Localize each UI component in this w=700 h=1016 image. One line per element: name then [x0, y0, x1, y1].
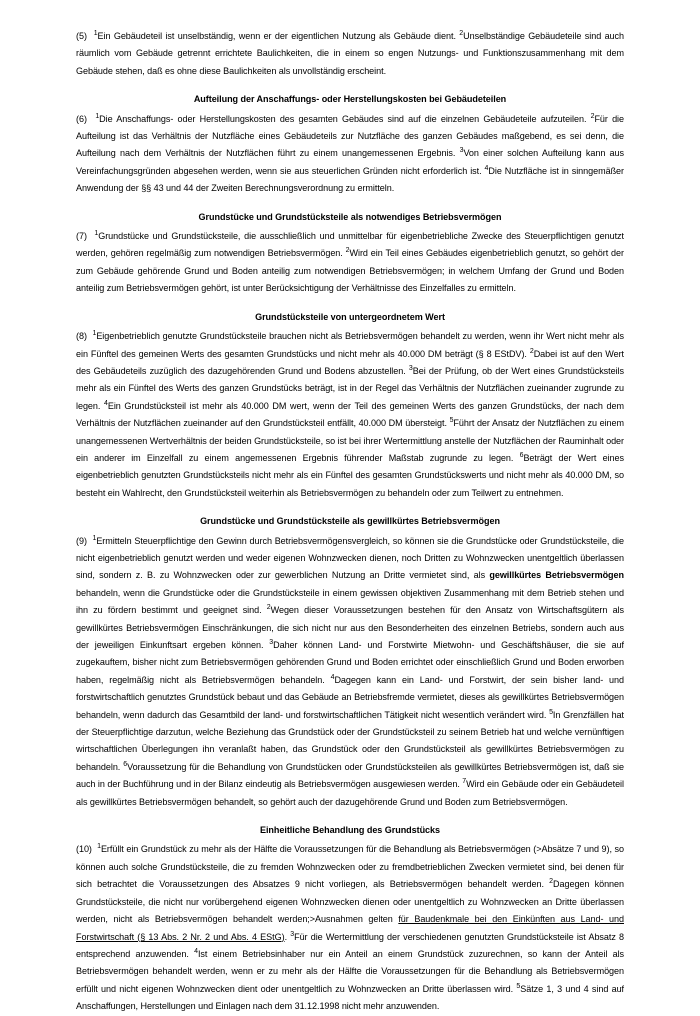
text-run: In Grenzfällen hat der Steuerpflichtige darzutun, welche Beziehung das Grundstück oder der Grundstücksteil zu seinem Betrieb hat und welche vernünftigen wirtschaftlichen Überlegungen ihn veranlaßt haben, das Grundstück oder den Grundstücksteil als gewillkürtes Betriebsvermögen zu behandeln. — [76, 709, 624, 772]
text-run: Führt der Ansatz der Nutzflächen zu einem unangemessenen Wertverhältnis der beiden Grundstücksteile, so ist bei ihrer Wertermittlung anstelle der Nutzflächen der Rauminhalt oder ein anderer im Einzelfall zu einem angemessenen Ergebnis führender Maßstab zugrunde zu legen. — [76, 418, 624, 463]
paragraph-number: (8) — [76, 331, 87, 342]
sentence-number: 4 — [484, 165, 489, 172]
text-run: Für die Aufteilung ist das Verhältnis der Nutzfläche eines Gebäudeteils zur Nutzfläche des ganzen Gebäudes maßgebend, es sei denn, die Aufteilung nach dem Verhältnis der Nutzflächen führt zu einem unangemessenen Ergebnis. — [76, 113, 624, 159]
section-heading: Aufteilung der Anschaffungs- oder Herstellungskosten bei Gebäudeteilen — [193, 94, 507, 105]
text-run: Grundstücke und Grundstücksteile, die ausschließlich und unmittelbar für eigenbetriebliche Zwecke des Steuerpflichtigen genutzt werden, gehören regelmäßig zum notwendigen Betriebsvermögen. — [76, 231, 624, 259]
paragraph-number: (9) — [76, 535, 87, 546]
sentence-number: 5 — [449, 417, 454, 425]
text-run: Wegen dieser Voraussetzungen bestehen für den Ansatz von Wirtschaftsgütern als gewillkürtes Betriebsvermögen Einschränkungen, die sich nicht nur aus den Besonderheiten des einzelnen Betriebs, sondern auch aus der jeweiligen Einkunftsart ergeben können. — [76, 605, 624, 650]
sentence-number: 4 — [194, 948, 198, 956]
text-run: Sätze 1, 3 und 4 sind auf Anschaffungen, Herstellungen und Einlagen nach dem 31.12.1998 nicht mehr anzuwenden. — [76, 983, 625, 1012]
sentence-number: 1 — [93, 30, 98, 38]
section-heading: Einheitliche Behandlung des Grundstücks — [259, 825, 441, 836]
bold-term: gewillkürtes Betriebsvermögen — [489, 570, 624, 581]
section-heading: Grundstücke und Grundstücksteile als notwendiges Betriebsvermögen — [198, 211, 502, 222]
sentence-number: 3 — [408, 365, 413, 373]
sentence-number: 2 — [459, 30, 464, 38]
sentence-number: 6 — [519, 452, 524, 460]
text-run: Ein Grundstücksteil ist mehr als 40.000 DM wert, wenn der Teil des gemeinen Werts des ganzen Grundstücks, der nach dem Verhältnis der Nutzflächen zueinander auf den Grundstücksteil entfällt, 40.000 DM übersteigt. — [76, 400, 624, 429]
text-run: Erfüllt ein Grundstück zu mehr als der Hälfte die Voraussetzungen für die Behandlung als Betriebsvermögen (>Absätze 7 und 9), so können auch solche Grundstücksteile, die zu fremden Wohnzwecken oder zu fremdbetrieblichen Zwecken vermietet sind, bei denen für sich betrachtet die Voraussetzungen des Absatzes 9 nicht vorliegen, als Betriebsvermögen behandelt werden. — [76, 844, 624, 890]
paragraph-number: (6) — [76, 113, 87, 124]
paragraph — [76, 841, 624, 1015]
sentence-number: 3 — [290, 930, 295, 938]
text-run: Bei der Prüfung, ob der Wert eines Grundstücksteils mehr als ein Fünftel des Werts des ganzen Grundstücks beträgt, ist in der Regel das Verhältnis der Nutzflächen zueinander zugrunde zu legen. — [76, 365, 624, 411]
text-run: Eigenbetrieblich genutzte Grundstücksteile brauchen nicht als Betriebsvermögen behandelt zu werden, wenn ihr Wert nicht mehr als ein Fünftel des gemeinen Werts des gesamten Grundstücks und nicht mehr als 40.000 DM beträgt (§ 8 EStDV). — [76, 331, 624, 359]
text-run: Ist einem Betriebsinhaber nur ein Anteil an einem Grundstück zuzurechnen, so kann der Anteil als Betriebsvermögen behandelt werden, wenn er zu mehr als der Hälfte die Voraussetzungen für die Behandlung als Betriebsvermögen erfüllt und nicht eigenen Wohnzwecken dient oder unentgeltlich zu Wohnzwecken an Dritte überlassen wird. — [76, 948, 624, 994]
text-run: Voraussetzung für die Behandlung von Grundstücken oder Grundstücksteilen als gewillkürtes Betriebsvermögen ist, daß sie auch in der Buchführung und in der Bilanz eindeutig als Betriebsvermögen ausgewiesen werden. — [76, 761, 624, 790]
legal-reference-link[interactable]: für Baudenkmale bei den Einkünften aus Land- und Forstwirtschaft (§ 13 Abs. 2 Nr. 2 und Abs. 4 EStG) — [76, 914, 624, 942]
sentence-number: 5 — [516, 982, 521, 990]
sentence-number: 2 — [266, 604, 271, 612]
sentence-number: 5 — [549, 708, 553, 716]
sentence-number: 1 — [97, 843, 101, 851]
sentence-number: 4 — [104, 399, 108, 407]
text-run: Wird ein Gebäude oder ein Gebäudeteil als gewillkürtes Betriebsvermögen behandelt, so gehört auch der dazugehörende Grund und Boden zum Betriebsvermögen. — [76, 779, 624, 807]
paragraph-number: (10) — [76, 844, 92, 855]
text-run: Ermitteln Steuerpflichtige den Gewinn durch Betriebsvermögensvergleich, so können sie die Grundstücke oder Grundstücksteile, die nicht eigenbetrieblich genutzt werden und weder eigenen Wohnzwecken dienen, noch Dritten zu Wohnzwecken unentgeltlich überlassen sind, sondern z. B. zu Wohnzwecken oder zur gewerblichen Nutzung an Dritte vermietet sind, als — [76, 535, 624, 581]
sentence-number: 6 — [123, 761, 128, 768]
text-run: Unselbständige Gebäudeteile sind auch räumlich vom Gebäude getrennt errichtete Baulichkeiten, die in einem so engen Nutzungs- und Funktionszusammenhang mit dem Gebäude stehen, daß es ohne diese Baulichkeiten als unvollständig erscheint. — [76, 31, 624, 76]
text-run: Dagegen können Grundstücksteile, die nicht nur vorübergehend eigenen Wohnzwecken dienen oder unentgeltlich zu Wohnzwecken an Dritte überlassen werden, nicht als Betriebsvermögen behandelt werden;>Ausnahmen gelten — [76, 879, 624, 925]
paragraph — [76, 28, 624, 80]
paragraph — [76, 328, 624, 502]
sentence-number: 3 — [269, 639, 274, 647]
text-run: Für die Wertermittlung der verschiedenen genutzten Grundstücksteile ist Absatz 8 entsprechend anzuwenden. — [76, 931, 625, 959]
text-run: Ein Gebäudeteil ist unselbständig, wenn er der eigentlichen Nutzung als Gebäude dient. — [97, 31, 460, 41]
sentence-number: 1 — [92, 330, 97, 338]
section-heading: Grundstücke und Grundstücksteile als gewillkürtes Betriebsvermögen — [200, 516, 500, 527]
sentence-number: 1 — [92, 534, 97, 542]
text-run: Die Nutzfläche ist in sinngemäßer Anwendung der §§ 43 und 44 der Zweiten Berechnungsverordnung zu ermitteln. — [76, 165, 624, 194]
paragraph-number: (5) — [76, 31, 87, 41]
paragraph — [76, 111, 624, 198]
sentence-number: 1 — [94, 230, 99, 238]
text-run: Dagegen kann ein Land- und Forstwirt, der sein bisher land- und forstwirtschaftlich genutztes Grundstück bebaut und das Gebäude an Betriebsfremde vermietet, dieses als gewillkürtes Betriebsvermögen behandeln, wenn dadurch das Gesamtbild der land- und forstwirtschaftlichen Tätigkeit nicht wesentlich verändert wird. — [76, 674, 624, 720]
sentence-number: 7 — [462, 778, 467, 786]
text-run: . — [284, 931, 291, 942]
paragraph-number: (7) — [76, 231, 87, 242]
paragraph — [76, 533, 624, 812]
sentence-number: 3 — [459, 147, 464, 155]
sentence-number: 2 — [590, 112, 595, 120]
sentence-number: 1 — [95, 112, 100, 120]
text-run: Dabei ist auf den Wert des Gebäudeteils zuzüglich des dazugehörenden Grund und Bodens abzustellen. — [76, 348, 625, 376]
text-run: Von einer solchen Aufteilung kann aus Vereinfachungsgründen abgesehen werden, wenn sie aus steuerlichen Gründen nicht erforderlich ist. — [76, 148, 624, 176]
sentence-number: 4 — [330, 673, 335, 681]
text-run: Die Anschaffungs- oder Herstellungskosten des gesamten Gebäudes sind auf die einzelnen Gebäudeteile aufzuteilen. — [99, 113, 591, 124]
text-run: Daher können Land- und Forstwirte Mietwohn- und Geschäftshäuser, die sie auf zugekauftem, bisher nicht zum Betriebsvermögen gehörenden Grund und Boden errichtet oder einschließlich Grund und Boden erworben haben, regelmäßig nicht als Betriebsvermögen behandeln. — [76, 640, 624, 685]
text-run: Beträgt der Wert eines eigenbetrieblich genutzten Grundstücksteils nicht mehr als ein Fünftel des gesamten Grundstückswerts und nicht mehr als 40.000 DM, so besteht ein Wahlrecht, den Grundstücksteil weiterhin als Betriebsvermögen zu behandeln oder zum Teilwert zu entnehmen. — [76, 452, 624, 498]
sentence-number: 2 — [529, 347, 534, 355]
paragraph — [76, 228, 624, 298]
section-heading: Grundstücksteile von untergeordnetem Wert — [255, 311, 445, 322]
text-run: behandeln, wenn die Grundstücke oder die Grundstücksteile in einem gewissen objektiven Zusammenhang mit dem Betrieb stehen und ihn zu fördern bestimmt und geeignet sind. — [76, 587, 624, 616]
sentence-number: 2 — [345, 247, 350, 255]
sentence-number: 2 — [549, 878, 554, 886]
text-run: Wird ein Teil eines Gebäudes eigenbetrieblich genutzt, so gehört der zum Gebäude gehörende Grund und Boden anteilig zum notwendigen Betriebsvermögen; in welchem Umfang der Grund und Boden anteilig zum Betriebsvermögen gehört, ist unter Berücksichtigung der Verhältnisse des Einzelfalles zu ermitteln. — [76, 248, 624, 294]
